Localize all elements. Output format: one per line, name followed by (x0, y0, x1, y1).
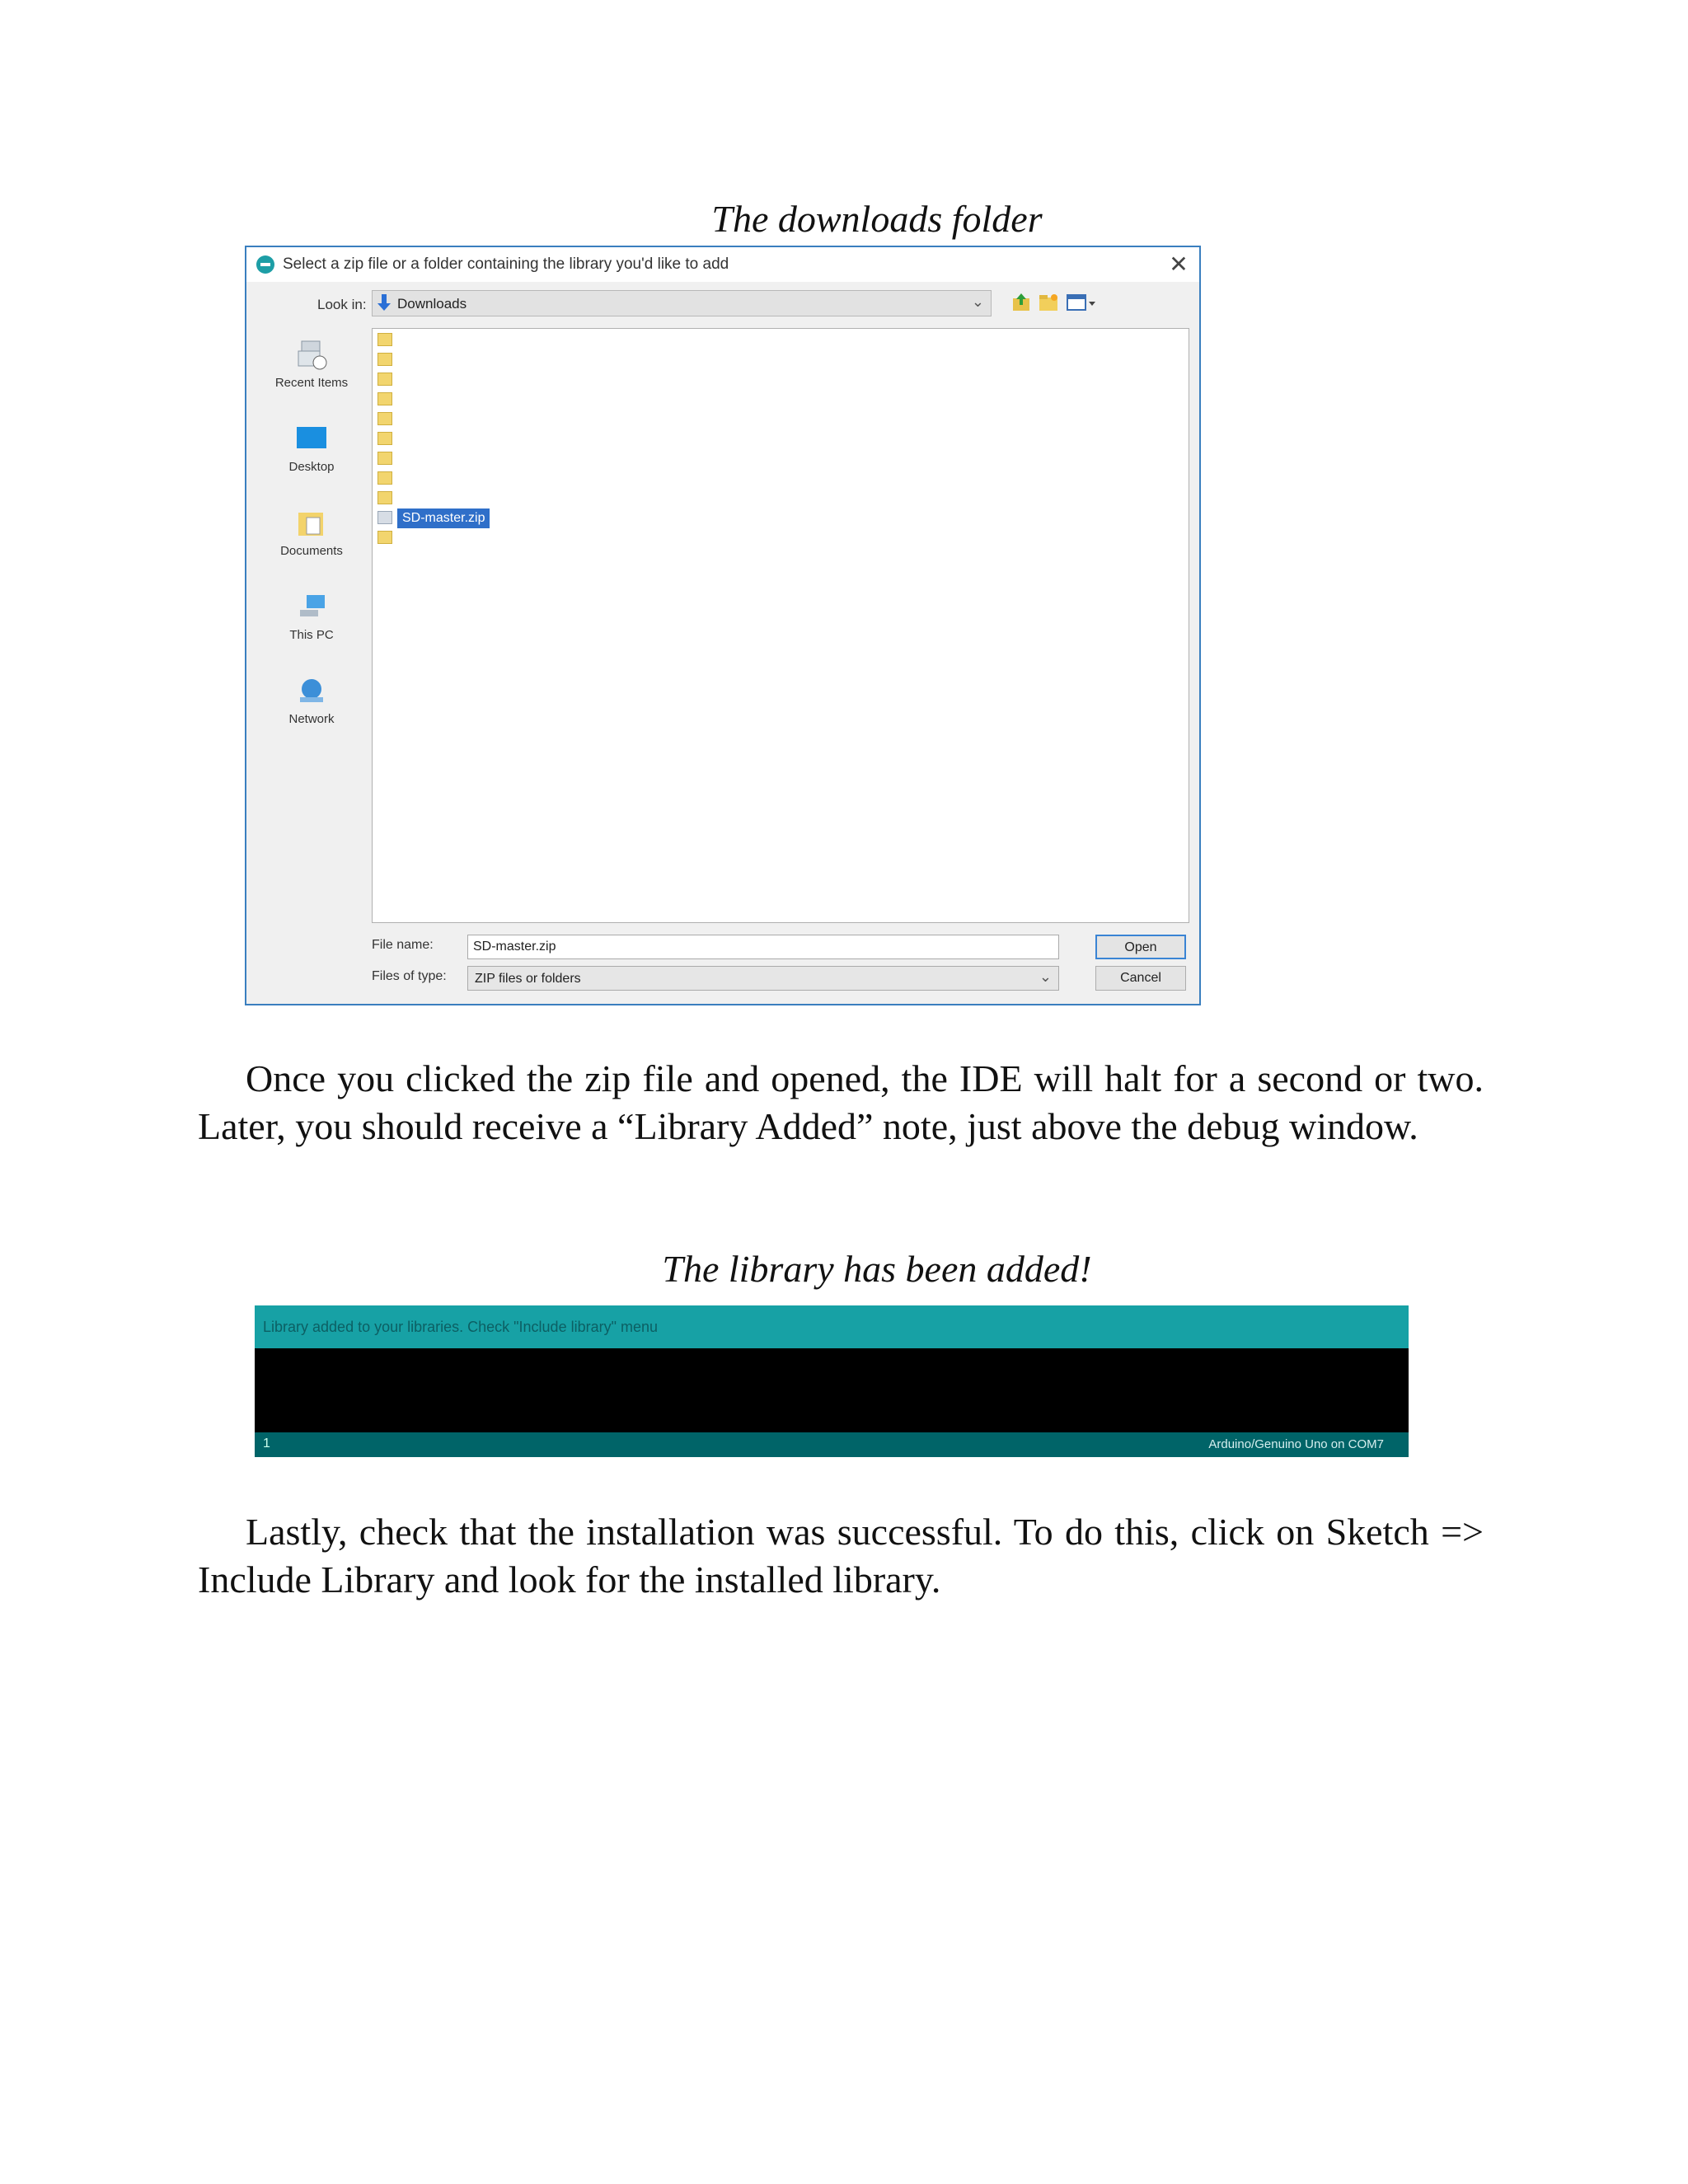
place-recent-items[interactable] (260, 338, 363, 412)
network-icon (295, 674, 328, 707)
line-number: 1 (263, 1436, 270, 1451)
place-label: Recent Items (274, 376, 349, 390)
look-in-label: Look in: (317, 297, 367, 312)
arduino-logo-icon (256, 255, 274, 274)
board-port-label: Arduino/Genuino Uno on COM7 (1208, 1437, 1384, 1451)
view-menu-icon[interactable] (1066, 292, 1099, 313)
look-in-dropdown[interactable] (372, 290, 992, 316)
file-list[interactable] (372, 328, 1189, 923)
close-button[interactable]: ✕ (1169, 251, 1189, 277)
place-label: This PC (289, 628, 334, 642)
zip-file-icon (377, 511, 392, 524)
chevron-down-icon: ⌄ (1039, 968, 1052, 985)
ide-console (245, 1294, 1409, 1457)
folder-icon (377, 531, 392, 544)
figure-caption-downloads: The downloads folder (711, 198, 1043, 240)
place-label: Documents (280, 544, 343, 558)
folder-icon (377, 471, 392, 485)
paragraph-library-added (198, 1055, 1484, 1151)
file-name-label: File name: (372, 938, 434, 952)
dialog-titlebar (246, 247, 1199, 282)
folder-icon (377, 412, 392, 425)
cancel-button[interactable]: Cancel (1095, 966, 1186, 991)
folder-icon (377, 373, 392, 386)
selected-file-name: SD-master.zip (397, 509, 490, 528)
folder-icon (377, 333, 392, 346)
paragraph-text: Once you clicked the zip file and opened, the IDE will halt for a second or two. Later, you should receive a “Library Added” note, just above the debug window. (198, 1057, 1484, 1147)
folder-icon (377, 353, 392, 366)
desktop-icon (295, 422, 328, 455)
status-bar (255, 1432, 1409, 1457)
place-documents[interactable] (260, 506, 363, 580)
notice-text: Library added to your libraries. Check "Include library" menu (263, 1319, 659, 1335)
figure-caption-library-added: The library has been added! (662, 1248, 1092, 1290)
place-network[interactable] (260, 674, 363, 748)
file-name-input[interactable] (467, 935, 1059, 959)
folder-icon (377, 432, 392, 445)
up-folder-icon[interactable] (1011, 292, 1033, 313)
file-type-value: ZIP files or folders (475, 972, 581, 986)
recent-items-icon (295, 338, 328, 371)
folder-icon (377, 491, 392, 504)
file-chooser-dialog (245, 246, 1201, 1005)
documents-icon (295, 506, 328, 539)
folder-icon (377, 392, 392, 405)
notice-bar (255, 1305, 1409, 1348)
look-in-value: Downloads (397, 296, 467, 312)
place-label: Network (288, 712, 335, 726)
folder-icon (377, 452, 392, 465)
file-type-dropdown[interactable] (467, 966, 1059, 991)
paragraph-text: Lastly, check that the installation was successful. To do this, click on Sketch => Include Library and look for the installed library. (198, 1511, 1484, 1601)
place-label: Desktop (288, 460, 335, 474)
this-pc-icon (295, 590, 328, 623)
console-output (255, 1348, 1409, 1432)
dialog-title: Select a zip file or a folder containing the library you'd like to add (283, 255, 729, 273)
open-button[interactable]: Open (1095, 935, 1186, 959)
download-arrow-icon (377, 294, 391, 312)
place-this-pc[interactable] (260, 590, 363, 664)
chevron-down-icon: ⌄ (971, 293, 984, 310)
paragraph-check-installation (198, 1508, 1484, 1604)
file-type-label: Files of type: (372, 969, 447, 983)
place-desktop[interactable] (260, 422, 363, 496)
new-folder-icon[interactable] (1038, 292, 1059, 313)
